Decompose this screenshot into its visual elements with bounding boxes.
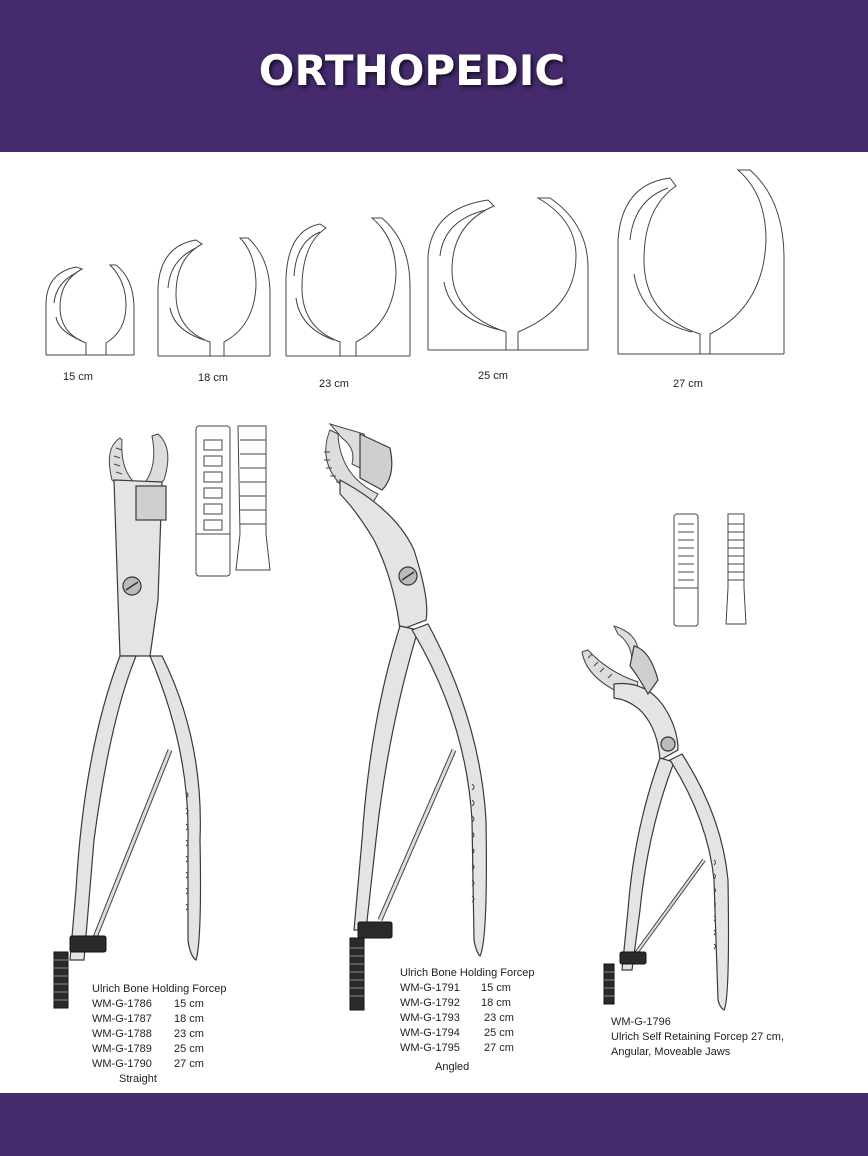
product-size: 18 cm	[481, 997, 511, 1009]
product-name: Ulrich Bone Holding Forcep	[92, 983, 227, 995]
product-row	[400, 1011, 535, 1026]
product-row	[92, 1027, 227, 1042]
product-row	[400, 981, 535, 996]
product-row	[400, 996, 535, 1011]
product-size: 18 cm	[174, 1013, 204, 1025]
product-code: WM-G-1788	[92, 1028, 152, 1040]
jaw-size-label: 23 cm	[319, 378, 349, 390]
jaw-drawing-15cm	[46, 265, 134, 355]
product-caption-straight	[92, 982, 227, 1087]
product-code: WM-G-1791	[400, 982, 460, 994]
product-size: 25 cm	[174, 1043, 204, 1055]
product-code: WM-G-1789	[92, 1043, 152, 1055]
product-code: WM-G-1787	[92, 1013, 152, 1025]
product-size: 15 cm	[174, 998, 204, 1010]
header-band	[0, 0, 868, 152]
product-row	[400, 1041, 535, 1056]
product-row	[92, 997, 227, 1012]
footer-band	[0, 1093, 868, 1156]
product-caption-self-retaining	[611, 1015, 784, 1060]
product-code: WM-G-1790	[92, 1058, 152, 1070]
jaw-size-label: 25 cm	[478, 370, 508, 382]
product-caption-angled	[400, 966, 535, 1075]
product-description: Ulrich Self Retaining Forcep 27 cm,	[611, 1031, 785, 1043]
jaw-size-label: 27 cm	[673, 378, 703, 390]
product-code: WM-G-1796	[611, 1016, 671, 1028]
product-row	[400, 1026, 535, 1041]
product-code: WM-G-1795	[400, 1042, 460, 1054]
page-title: ORTHOPEDIC	[258, 46, 566, 95]
product-code: WM-G-1786	[92, 998, 152, 1010]
jaw-detail-views-straight	[190, 420, 280, 580]
product-name: Ulrich Bone Holding Forcep	[400, 967, 535, 979]
product-row	[92, 1012, 227, 1027]
jaw-drawing-23cm	[286, 218, 410, 356]
forcep-angled-illustration	[300, 420, 510, 1020]
forcep-self-retaining-illustration	[578, 620, 738, 1020]
jaw-size-label: 15 cm	[63, 371, 93, 383]
jaw-drawing-25cm	[428, 198, 588, 350]
jaw-detail-views-self-retaining	[670, 510, 760, 630]
product-code: WM-G-1792	[400, 997, 460, 1009]
product-size: 25 cm	[484, 1027, 514, 1039]
product-code: WM-G-1794	[400, 1027, 460, 1039]
product-description: Angular, Moveable Jaws	[611, 1046, 731, 1058]
product-size: 23 cm	[174, 1028, 204, 1040]
product-size: 15 cm	[481, 982, 511, 994]
jaw-drawings	[0, 160, 868, 400]
jaw-size-label: 18 cm	[198, 372, 228, 384]
product-row	[92, 1042, 227, 1057]
product-row	[92, 1057, 227, 1072]
product-code: WM-G-1793	[400, 1012, 460, 1024]
jaw-drawing-27cm	[618, 170, 784, 354]
product-variant: Straight	[119, 1073, 157, 1085]
product-size: 23 cm	[484, 1012, 514, 1024]
product-size: 27 cm	[174, 1058, 204, 1070]
jaw-drawing-18cm	[158, 238, 270, 356]
product-variant: Angled	[435, 1061, 470, 1073]
product-size: 27 cm	[484, 1042, 514, 1054]
